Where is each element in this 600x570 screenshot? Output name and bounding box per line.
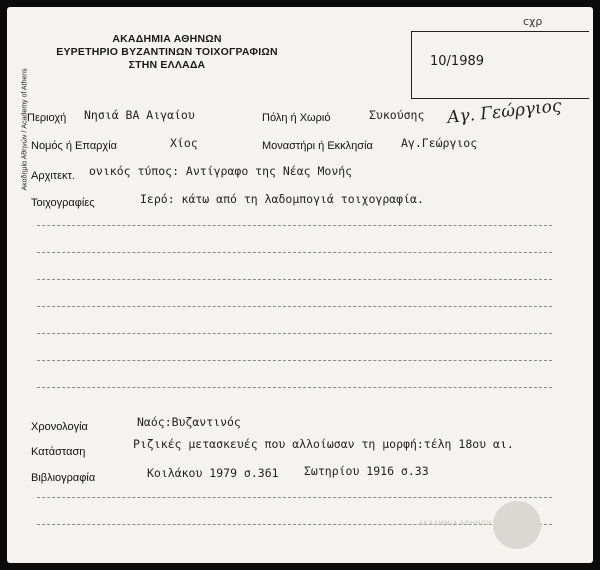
- card-header: [47, 33, 287, 72]
- ruled-line: [37, 333, 552, 334]
- architecture-label: Αρχιτεκτ.: [31, 170, 75, 182]
- reference-box: [411, 31, 589, 99]
- reference-number: 10/1989: [430, 54, 485, 69]
- architecture-value: ονικός τύπος: Αντίγραφο της Νέας Μονής: [89, 164, 353, 178]
- prefecture-value: Χίος: [170, 136, 198, 150]
- bibliography-value-1: Κοιλάκου 1979 σ.361: [147, 466, 279, 480]
- ruled-line: [37, 252, 552, 253]
- region-value: Νησιά ΒΑ Αιγαίου: [84, 108, 195, 122]
- archive-side-text: Ακαδημία Αθηνών / Academy of Athens: [21, 68, 29, 191]
- ruled-line: [37, 306, 552, 307]
- bibliography-value-2: Σωτηρίου 1916 σ.33: [304, 464, 429, 478]
- handwritten-note: Αγ. Γεώργιος: [446, 96, 563, 128]
- header-line-3: ΣΤΗΝ ΕΛΛΑΔΑ: [128, 59, 206, 71]
- bibliography-label: Βιβλιογραφία: [31, 472, 96, 484]
- ruled-line: [37, 387, 552, 388]
- seal-watermark-text: ΑΚΑΔΗΜΙΑ ΑΘΗΝΩΝ: [419, 521, 493, 527]
- condition-label: Κατάσταση: [31, 446, 86, 458]
- ruled-line: [37, 225, 552, 226]
- ruled-line: [37, 279, 552, 280]
- town-value: Συκούσης: [369, 108, 425, 122]
- dating-label: Χρονολογία: [31, 421, 88, 433]
- dating-value: Ναός:Βυζαντινός: [137, 415, 241, 429]
- prefecture-label: Νομός ή Επαρχία: [31, 140, 118, 152]
- town-label: Πόλη ή Χωριό: [262, 112, 331, 124]
- corner-mark: cχρ: [523, 15, 543, 28]
- header-line-2: ΕΥΡΕΤΗΡΙΟ ΒΥΖΑΝΤΙΝΩΝ ΤΟΙΧΟΓΡΑΦΙΩΝ: [56, 46, 278, 58]
- ruled-line: [37, 497, 552, 498]
- condition-value: Ριζικές μετασκευές που αλλοίωσαν τη μορφή:τέλη 18ου αι.: [133, 437, 514, 451]
- church-label: Μοναστήρι ή Εκκλησία: [262, 140, 373, 152]
- academy-seal-watermark: [493, 501, 541, 549]
- ruled-line: [37, 360, 552, 361]
- frescoes-value: Ιερό: κάτω από τη λαδομπογιά τοιχογραφία.: [140, 192, 424, 206]
- frescoes-label: Τοιχογραφίες: [31, 197, 95, 209]
- region-label: Περιοχή: [27, 112, 67, 124]
- church-value: Αγ.Γεώργιος: [401, 136, 478, 150]
- index-card: [7, 7, 593, 563]
- header-line-1: ΑΚΑΔΗΜΙΑ ΑΘΗΝΩΝ: [112, 33, 222, 45]
